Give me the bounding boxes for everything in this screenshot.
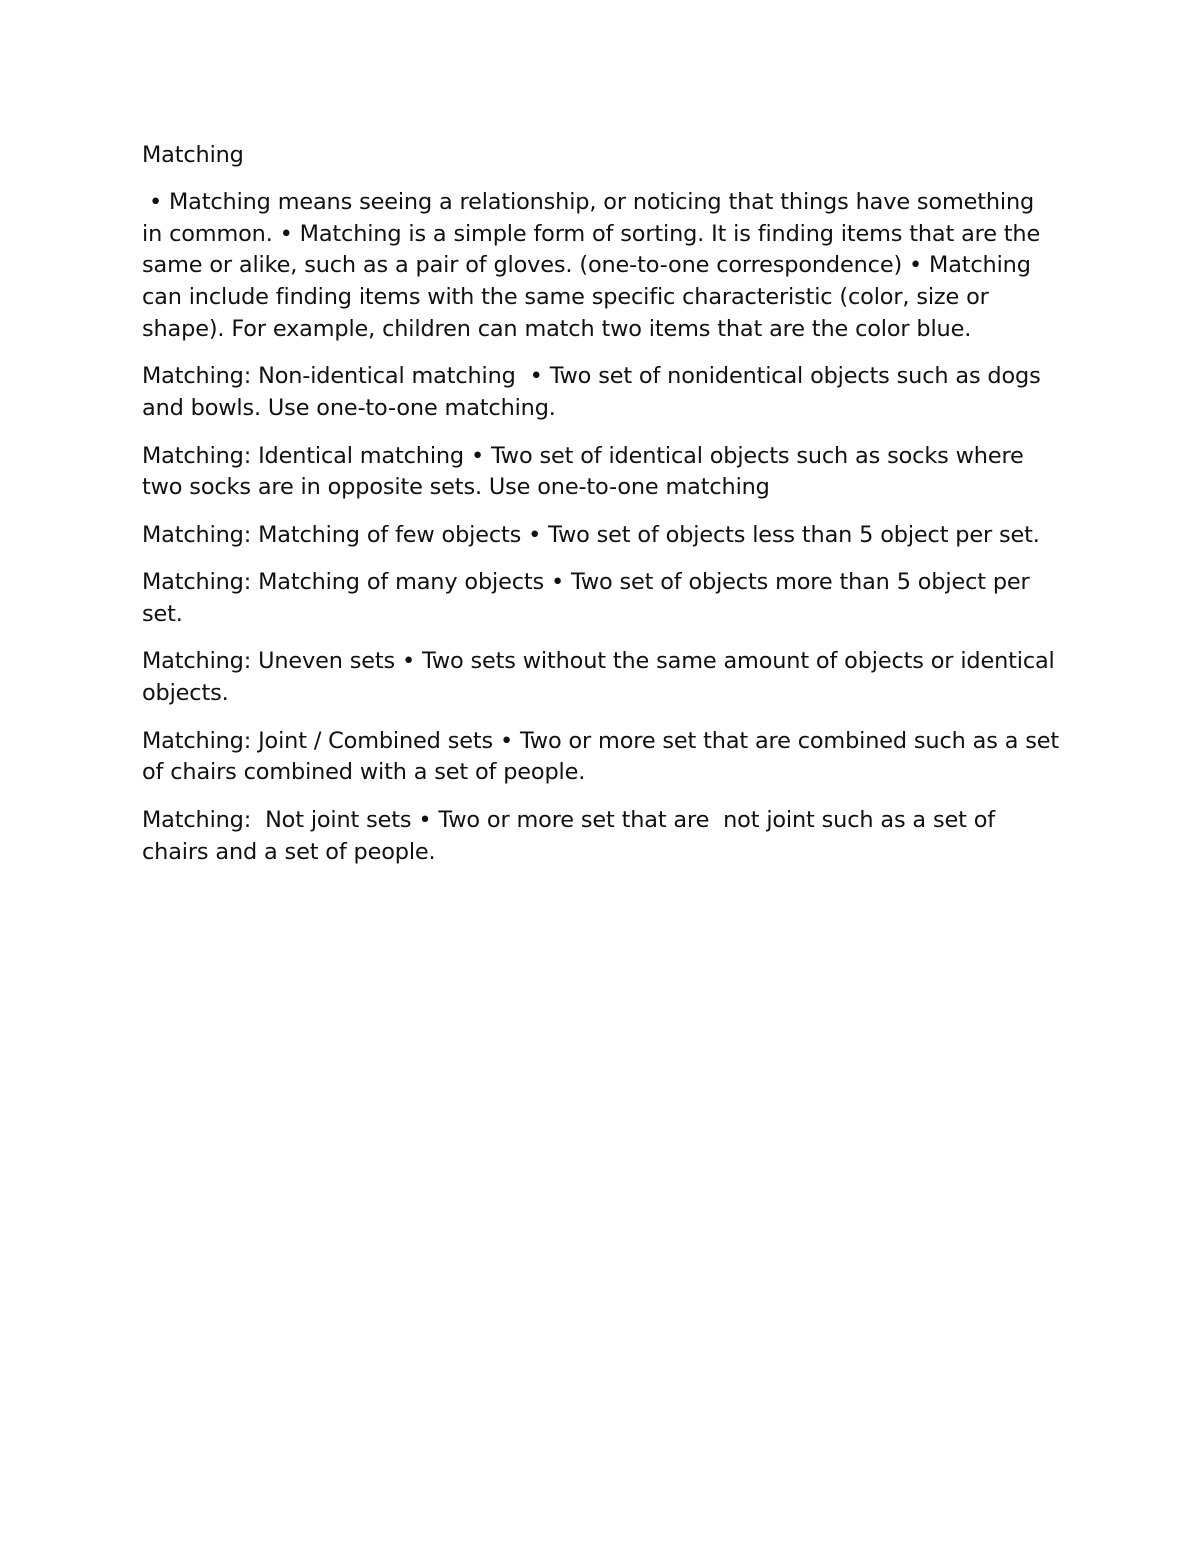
paragraph-non-identical-matching: Matching: Non-identical matching • Two set of nonidentical objects such as dogs and bowls. Use one-to-one matching. [142, 363, 1048, 422]
document-body [142, 140, 1066, 884]
paragraph-many-objects: Matching: Matching of many objects • Two set of objects more than 5 object per set. [142, 569, 1037, 627]
document-title: Matching [142, 142, 244, 168]
paragraph-uneven-sets: Matching: Uneven sets • Two sets without the same amount of objects or identical objects. [142, 648, 1062, 707]
paragraph-matching-definition: • Matching means seeing a relationship, or noticing that things have something in common. • Matching is a simple form of sorting. It is finding items that are the same or alike, such as a pair of gloves. (one-to-one correspondence) • Matching can include finding items with the same specific characteristic (color, size or shape). For example, children can match two items that are the color blue. [142, 188, 1048, 342]
paragraph-identical-matching: Matching: Identical matching • Two set of identical objects such as socks where two socks are in opposite sets. Use one-to-one matching [142, 442, 1031, 501]
paragraph-few-objects: Matching: Matching of few objects • Two set of objects less than 5 object per set. [142, 521, 1040, 548]
paragraph-not-joint-sets: Matching: Not joint sets • Two or more set that are not joint such as a set of chairs and a set of people. [142, 806, 1002, 865]
paragraph-joint-combined-sets: Matching: Joint / Combined sets • Two or more set that are combined such as a set of chairs combined with a set of people. [142, 727, 1066, 786]
